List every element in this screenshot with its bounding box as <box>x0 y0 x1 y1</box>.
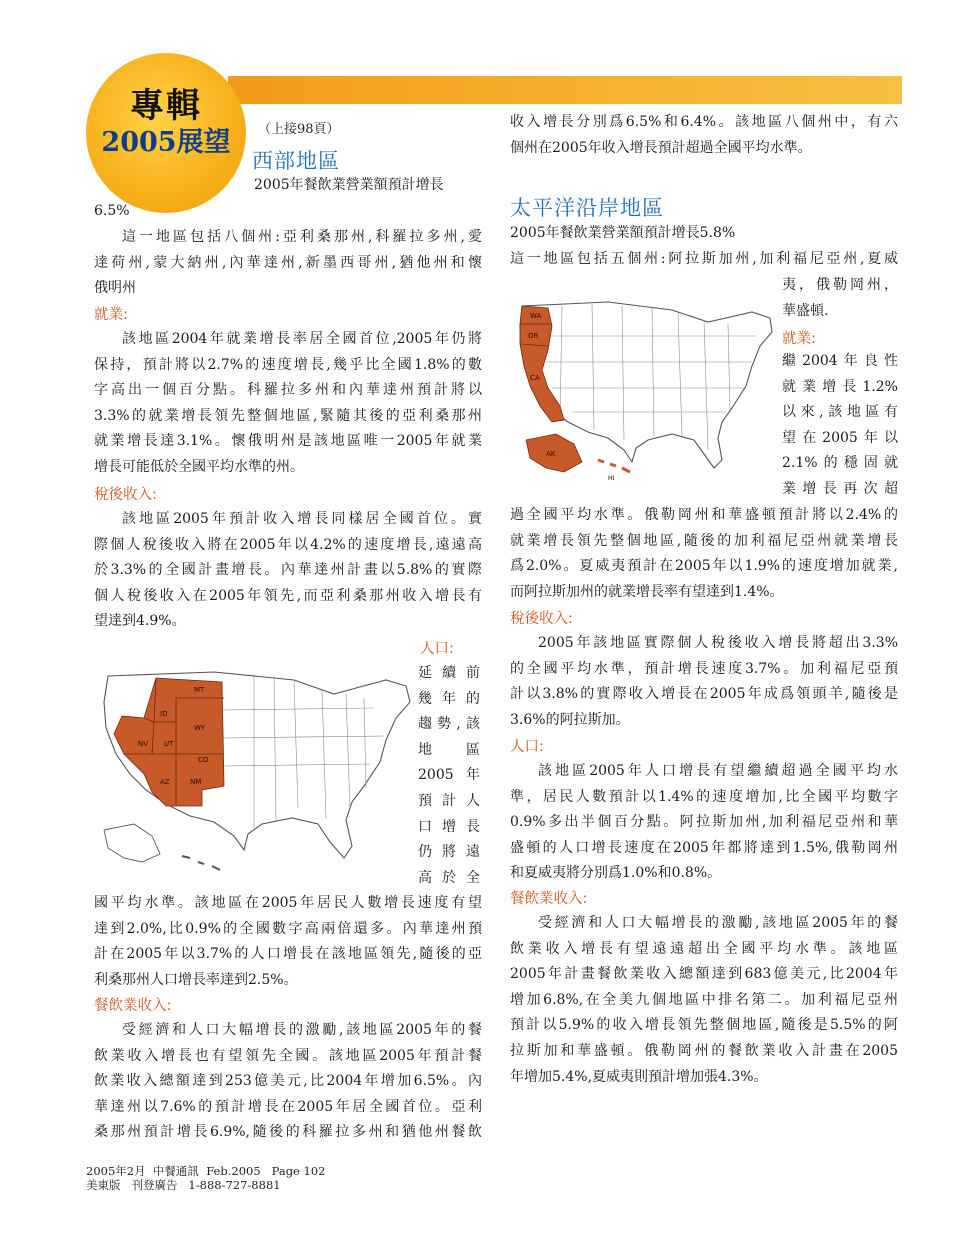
pacific-restaurant-label: 餐飲業收入: <box>510 891 588 907</box>
pacific-employment-side: 繼2004年良性 就業增長1.2% 以來,該地區有 望在2005年以 2.1%的穩固就 業增長再次超 <box>782 353 898 497</box>
pacific-employment-label: 就業: <box>782 331 816 347</box>
west-intro-line2: 6.5% <box>94 203 130 219</box>
map-label-mt: MT <box>194 686 205 694</box>
west-income: 該地區2005年預計收入增長同樣居全國首位。實 際個人稅後收入將在2005年以4.2%的速度增長,遠遠高 於3.3%的全國計畫增長。內華達州計畫以5.8%的實際 個人稅後收入在2005年領先,而亞利桑那州收入增長有 望達到4.9%。 <box>94 511 482 630</box>
footer-line-1: 2005年2月 中餐通訊 Feb.2005 Page 102 <box>86 1164 326 1178</box>
map-hawaii <box>182 856 220 870</box>
west-restaurant: 受經濟和人口大幅增長的激勵,該地區2005年的餐 飲業收入增長也有望領先全國。該地區2005年預計餐 飲業收入總額達到253億美元,比2004年增加6.5%。內 華達州以7.6%的預計增長在2005年居全國首位。亞利 桑那州預計增長6.9%,隨後的科羅拉多州和猶他州餐飲 <box>94 1022 482 1141</box>
pacific-restaurant: 受經濟和人口大幅增長的激勵,該地區2005年的餐 飲業收入增長有望遠遠超出全國平均水準。該地區 2005年計畫餐飲業收入總額達到683億美元,比2004年 增加6.8%,在全美九個地區中排名第二。加利福尼亞州 預計以5.9%的收入增長領先整個地區,隨後是5.5%的阿 拉斯加和華盛頓。俄勒岡州的餐飲業收入計畫在2005 年增加5.4%,夏威夷則預計增加張4.3%。 <box>510 915 898 1085</box>
pacific-income-label: 稅後收入: <box>510 611 573 627</box>
west-employment: 該地區2004年就業增長率居全國首位,2005年仍將 保持，預計將以2.7%的速度增長,幾乎比全國1.8%的數 字高出一個百分點。科羅拉多州和內華達州預計將以 3.3%的就業增長領先整個地區,緊隨其後的亞利桑那州 就業增長達3.1%。懷俄明州是該地區唯一2005年就業 增長可能低於全國平均水準的州。 <box>94 331 482 475</box>
west-employment-label: 就業: <box>94 307 128 323</box>
map-label-az: AZ <box>160 778 170 786</box>
map-label-wy: WY <box>194 724 206 732</box>
map-label-nv: NV <box>138 740 149 748</box>
west-restaurant-continued: 收入增長分別爲6.5%和6.4%。該地區八個州中，有六 個州在2005年收入增長預計超過全國平均水準。 <box>510 114 898 156</box>
map-label-ca: CA <box>530 374 540 382</box>
pacific-population-label: 人口: <box>510 739 544 755</box>
badge-title: 專輯 <box>130 86 202 126</box>
west-population: 國平均水準。該地區在2005年居民人數增長速度有望 達到2.0%,比0.9%的全國數字高兩倍還多。內華達州預 計在2005年以3.7%的人口增長在該地區領先,隨後的亞 利桑那州人口增長率達到2.5%。 <box>94 895 482 988</box>
badge-subtitle: 2005展望 <box>101 127 231 158</box>
page-footer <box>86 1164 325 1192</box>
continued-note: （上接98頁） <box>258 122 340 137</box>
west-region-map <box>94 658 412 880</box>
map-label-nm: NM <box>190 778 202 786</box>
pacific-title: 太平洋沿岸地區 <box>510 196 664 220</box>
map-label-co: CO <box>198 756 209 764</box>
west-population-label: 人口: <box>420 641 454 657</box>
map-label-ak: AK <box>546 450 556 458</box>
west-title: 西部地區 <box>252 149 340 173</box>
map-hawaii <box>598 460 630 472</box>
west-restaurant-label: 餐飲業收入: <box>94 998 172 1014</box>
map-label-hi: HI <box>608 475 615 482</box>
west-intro-line1: 2005年餐飲業營業額預計增長 <box>254 177 444 193</box>
west-states: 這一地區包括八個州:亞利桑那州,科羅拉多州,愛 達荷州,蒙大納州,內華達州,新墨西哥州,猶他州和懷 俄明州 <box>94 229 482 297</box>
footer-line-2: 美東版 刊登廣告 1-888-727-8881 <box>86 1178 281 1192</box>
map-label-id: ID <box>160 710 168 718</box>
pacific-population: 該地區2005年人口增長有望繼續超過全國平均水 準，居民人數預計以1.4%的速度增加,比全國平均數字 0.9%多出半個百分點。阿拉斯加州,加利福尼亞州和華 盛頓的人口增長速度在2005年都將達到1.5%,俄勒岡州 和夏威夷將分別爲1.0%和0.8%。 <box>510 763 898 882</box>
pacific-region-map <box>512 290 774 490</box>
header-bar <box>228 76 902 104</box>
pacific-income: 2005年該地區實際個人稅後收入增長將超出3.3% 的全國平均水準，預計增長速度3.7%。加利福尼亞預 計以3.8%的實際收入增長在2005年成爲領頭羊,隨後是 3.6%的阿拉斯加。 <box>510 635 898 728</box>
map-alaska <box>104 824 160 862</box>
map-label-or: OR <box>528 332 539 340</box>
map-label-ut: UT <box>164 740 174 748</box>
pacific-employment: 過全國平均水準。俄勒岡州和華盛頓預計將以2.4%的 就業增長領先整個地區,隨後的加利福尼亞州就業增長 爲2.0%。夏威夷預計在2005年以1.9%的速度增加就業, 而阿拉斯加州的就業增長率有望達到1.4%。 <box>510 507 898 600</box>
west-income-label: 稅後收入: <box>94 487 157 503</box>
map-label-wa: WA <box>530 312 542 320</box>
pacific-states-side: 夷，俄勒岡州， 華盛頓. <box>782 277 898 319</box>
pacific-intro: 2005年餐飲業營業額預計增長5.8% 這一地區包括五個州:阿拉斯加州,加利福尼亞州,夏威 <box>510 225 898 267</box>
west-population-side: 延續前 幾年的 趨勢,該 地區 2005年 預計人 口增長 仍將遠 高於全 <box>418 665 480 886</box>
